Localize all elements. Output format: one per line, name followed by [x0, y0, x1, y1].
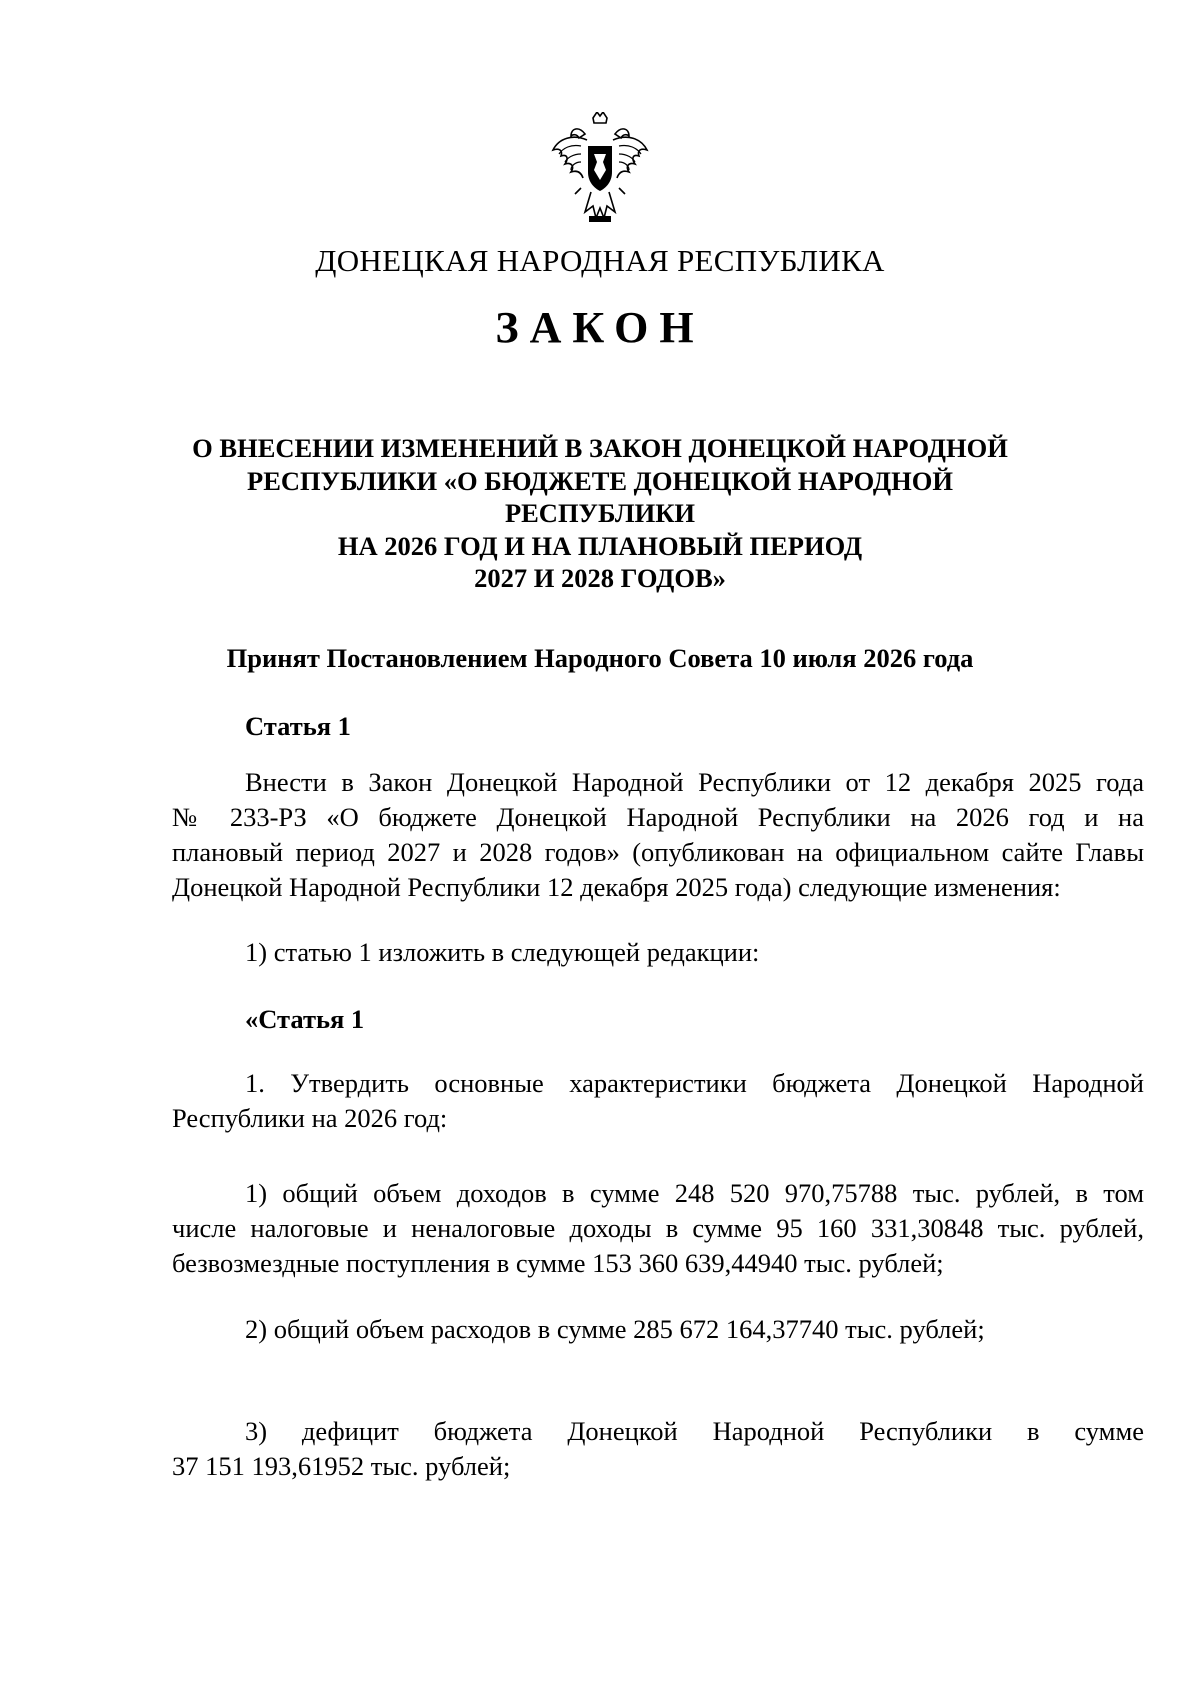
subpoint-3	[172, 1414, 1144, 1484]
text-line: № 233-РЗ «О бюджете Донецкой Народной Республики на 2026 год и на	[172, 802, 1144, 832]
adoption-note: Принят Постановлением Народного Совета 10 июля 2026 года	[226, 643, 974, 673]
text-line: Республики на 2026 год:	[172, 1103, 448, 1133]
law-title-line: НА 2026 ГОД И НА ПЛАНОВЫЙ ПЕРИОД	[337, 530, 863, 561]
text-line: Донецкой Народной Республики 12 декабря 2025 года) следующие изменения:	[172, 872, 1061, 902]
republic-name: ДОНЕЦКАЯ НАРОДНАЯ РЕСПУБЛИКА	[315, 243, 885, 278]
coat-of-arms-icon	[551, 112, 649, 224]
text-line: 1. Утвердить основные характеристики бюджета Донецкой Народной	[245, 1068, 1144, 1098]
text-line: 1) общий объем доходов в сумме 248 520 970,75788 тыс. рублей, в том	[245, 1178, 1144, 1208]
subpoint-2: 2) общий объем расходов в сумме 285 672 164,37740 тыс. рублей;	[245, 1314, 985, 1344]
subpoint-1	[172, 1176, 1144, 1281]
law-title	[150, 432, 1050, 595]
text-line: Внести в Закон Донецкой Народной Республики от 12 декабря 2025 года	[245, 767, 1144, 797]
law-title-line: 2027 И 2028 ГОДОВ»	[474, 563, 726, 593]
document-type: ЗАКОН	[495, 303, 705, 352]
quoted-article-heading: «Статья 1	[245, 1004, 365, 1034]
amendment-item-1: 1) статью 1 изложить в следующей редакции:	[245, 937, 760, 967]
text-line: безвозмездные поступления в сумме 153 360 639,44940 тыс. рублей;	[172, 1248, 944, 1278]
article-1-text	[172, 765, 1144, 905]
point-1	[172, 1066, 1144, 1136]
text-line: 37 151 193,61952 тыс. рублей;	[172, 1451, 511, 1481]
text-line: 3) дефицит бюджета Донецкой Народной Республики в сумме	[245, 1416, 1144, 1446]
text-line: плановый период 2027 и 2028 годов» (опубликован на официальном сайте Главы	[172, 837, 1144, 867]
article-1-heading: Статья 1	[245, 711, 351, 741]
text-line: числе налоговые и неналоговые доходы в сумме 95 160 331,30848 тыс. рублей,	[172, 1213, 1144, 1243]
law-title-line: О ВНЕСЕНИИ ИЗМЕНЕНИЙ В ЗАКОН ДОНЕЦКОЙ НАРОДНОЙ	[192, 433, 1008, 463]
law-title-line: РЕСПУБЛИКИ «О БЮДЖЕТЕ ДОНЕЦКОЙ НАРОДНОЙ РЕСПУБЛИКИ	[247, 465, 953, 528]
